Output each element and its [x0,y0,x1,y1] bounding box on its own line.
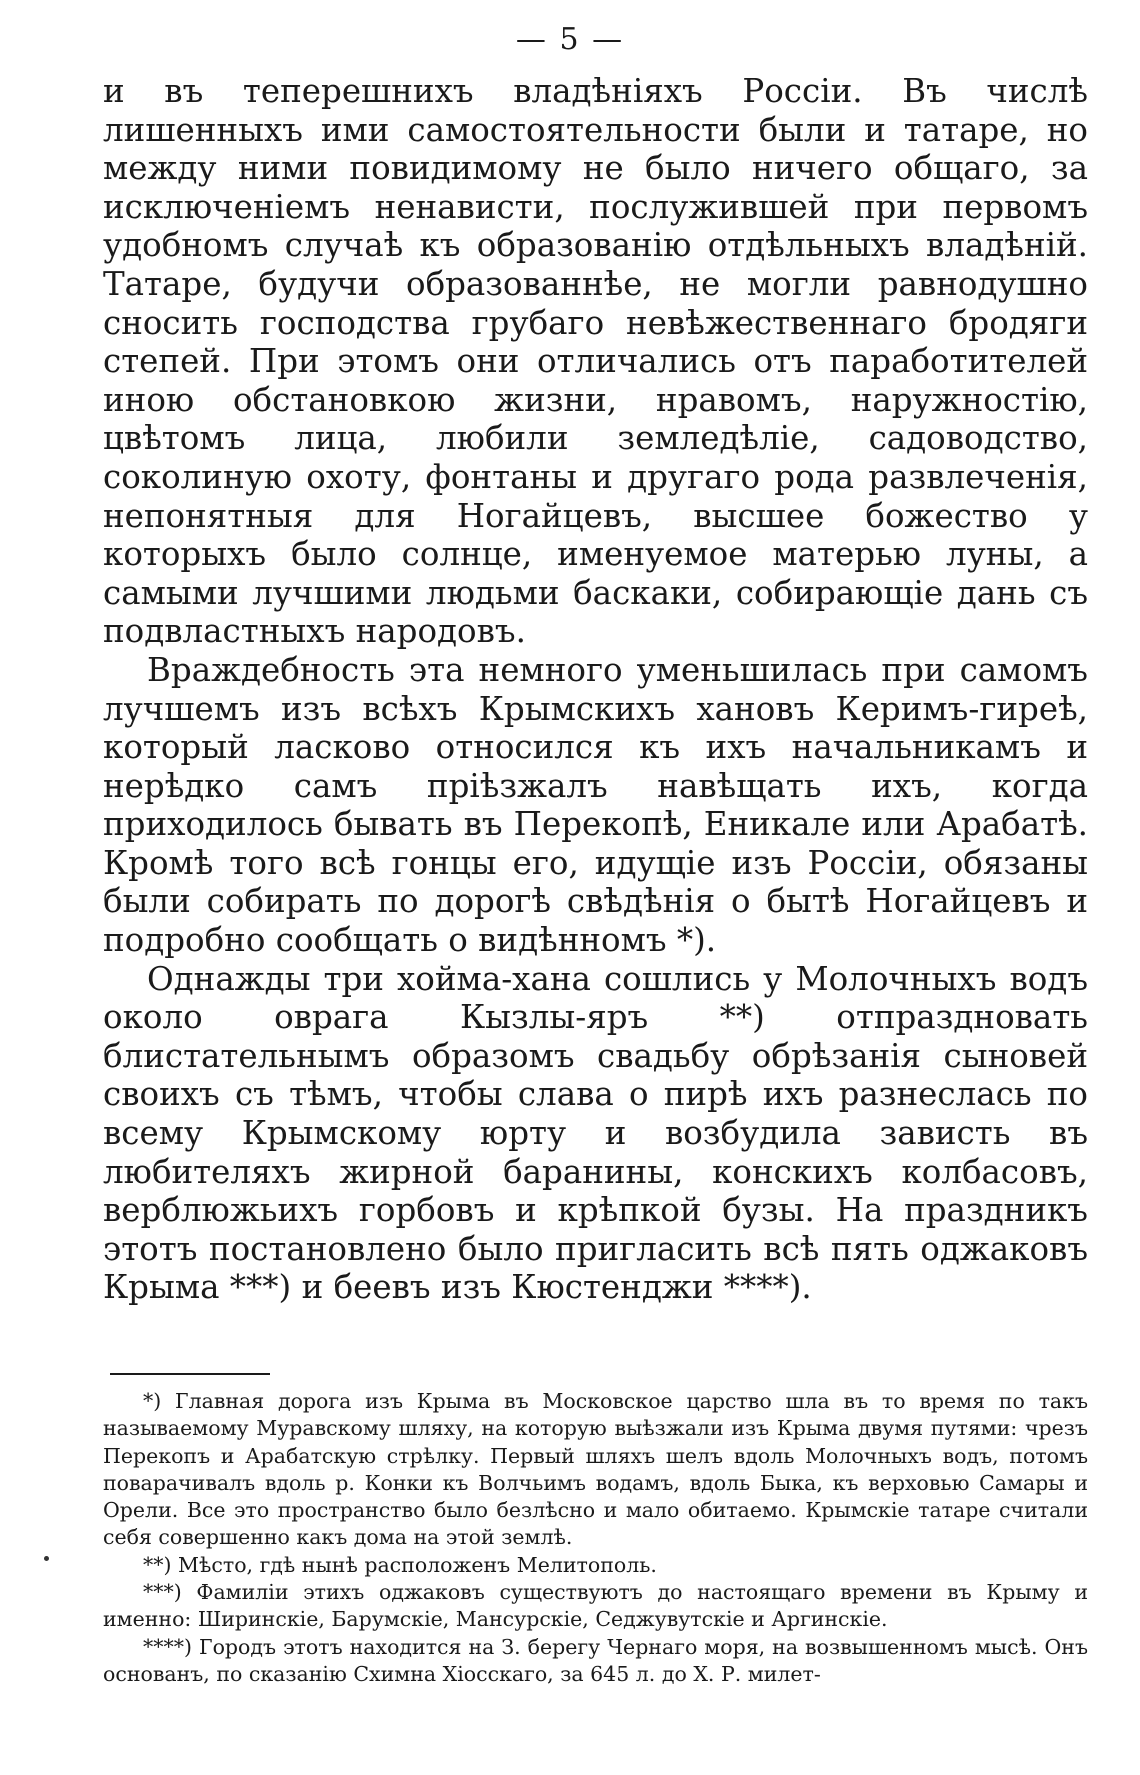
footnote-2: **) Мѣсто, гдѣ нынѣ расположенъ Мелитополь. [143,1552,657,1577]
footnote-4: ****) Городъ этотъ находится на З. берегу Чернаго моря, на возвышенномъ мысѣ. Онъ основанъ, по сказанію Схимна Хіосскаго, за 645 л. до Х. Р. милет- [103,1634,1088,1686]
footnote-1: *) Главная дорога изъ Крыма въ Московское царство шла въ то время по такъ называемому Муравскому шляху, на которую выѣзжали изъ Крыма двумя путями: чрезъ Перекопъ и Арабатскую стрѣлку. Первый шляхъ шелъ вдоль Молочныхъ водъ, потомъ поварачивалъ вдоль р. Конки къ Волчьимъ водамъ, вдоль Быка, къ верховью Самары и Орели. Все это пространство было безлѣсно и мало обитаемо. Крымскіе татаре считали себя совершенно какъ дома на этой землѣ. [103,1389,1088,1550]
footnotes [103,1388,1088,1688]
paragraph-3: Однажды три хойма-хана сошлись у Молочныхъ водъ около оврага Кызлы-яръ **) отпраздновать блистательнымъ образомъ свадьбу обрѣзанія сыновей своихъ съ тѣмъ, чтобы слава о пирѣ ихъ разнеслась по всему Крымскому юрту и возбудила зависть въ любителяхъ жирной баранины, конскихъ колбасовъ, верблюжьихъ горбовъ и крѣпкой бузы. На праздникъ этотъ постановлено было пригласить всѣ пять оджаковъ Крыма ***) и беевъ изъ Кюстенджи ****). [103,959,1088,1307]
main-text [103,72,1088,1307]
ink-dot [44,1556,49,1561]
footnote-separator [110,1373,270,1375]
page-number: — 5 — [515,22,625,57]
paragraph-1: и въ теперешнихъ владѣніяхъ Россіи. Въ числѣ лишенныхъ ими самостоятельности были и татаре, но между ними повидимому не было ничего общаго, за исключеніемъ ненависти, послужившей при первомъ удобномъ случаѣ къ образованію отдѣльныхъ владѣній. Татаре, будучи образованнѣе, не могли равнодушно сносить господства грубаго невѣжественнаго бродяги степей. При этомъ они отличались отъ паработителей иною обстановкою жизни, нравомъ, наружностію, цвѣтомъ лица, любили земледѣліе, садоводство, соколиную охоту, фонтаны и другаго рода развлеченія, непонятныя для Ногайцевъ, высшее божество у которыхъ было солнце, именуемое матерью луны, а самыми лучшими людьми баскаки, собирающіе дань съ подвластныхъ народовъ. [103,72,1088,651]
paragraph-2: Враждебность эта немного уменьшилась при самомъ лучшемъ изъ всѣхъ Крымскихъ хановъ Керимъ-гиреѣ, который ласково относился къ ихъ начальникамъ и нерѣдко самъ пріѣзжалъ навѣщать ихъ, когда приходилось бывать въ Перекопѣ, Еникале или Арабатѣ. Кромѣ того всѣ гонцы его, идущіе изъ Россіи, обязаны были собирать по дорогѣ свѣдѣнія о бытѣ Ногайцевъ и подробно сообщать о видѣнномъ *). [103,650,1088,960]
footnote-3: ***) Фамиліи этихъ оджаковъ существуютъ до настоящаго времени въ Крыму и именно: Ширинскіе, Барумскіе, Мансурскіе, Седжувутскіе и Аргинскіе. [103,1580,1088,1632]
